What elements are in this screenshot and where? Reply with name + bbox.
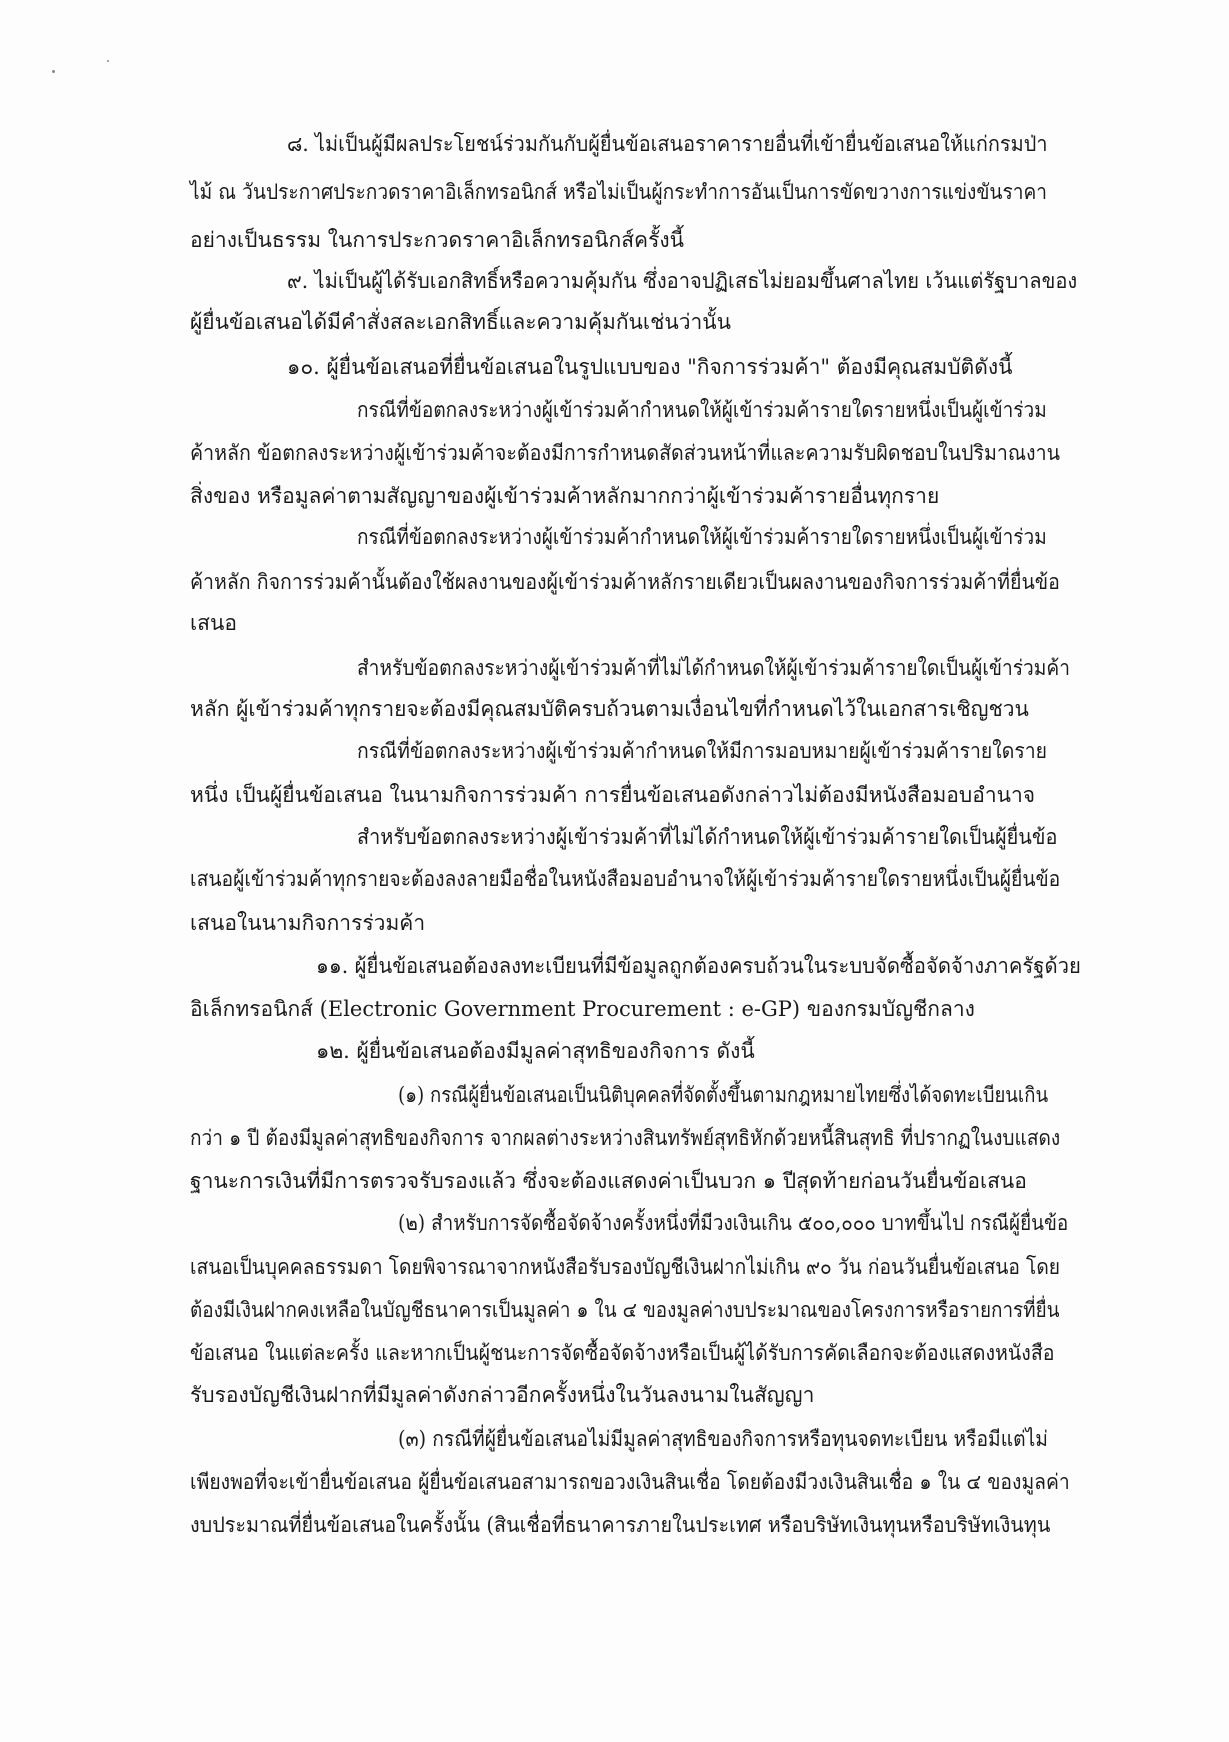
text-line: กรณีที่ข้อตกลงระหว่างผู้เข้าร่วมค้ากำหนดให้ผู้เข้าร่วมค้ารายใดรายหนึ่งเป็นผู้เข้าร่วม (357, 398, 1047, 422)
text-line: กว่า ๑ ปี ต้องมีมูลค่าสุทธิของกิจการ จากผลต่างระหว่างสินทรัพย์สุทธิหักด้วยหนี้สินสุทธิ ที่ปรากฏในงบแสดง (190, 1126, 1061, 1150)
text-line: ๑๒. ผู้ยื่นข้อเสนอต้องมีมูลค่าสุทธิของกิจการ ดังนี้ (316, 1039, 755, 1063)
text-line: ไม้ ณ วันประกาศประกวดราคาอิเล็กทรอนิกส์ หรือไม่เป็นผู้กระทำการอันเป็นการขัดขวางการแข่งขันราคา (190, 180, 1048, 204)
text-line: กรณีที่ข้อตกลงระหว่างผู้เข้าร่วมค้ากำหนดให้มีการมอบหมายผู้เข้าร่วมค้ารายใดราย (357, 739, 1048, 763)
text-line: ค้าหลัก ข้อตกลงระหว่างผู้เข้าร่วมค้าจะต้องมีการกำหนดสัดส่วนหน้าที่และความรับผิดชอบในปริมาณงาน (190, 441, 1060, 465)
scan-speck (107, 60, 109, 62)
scan-speck (52, 70, 55, 73)
text-line: เสนอผู้เข้าร่วมค้าทุกรายจะต้องลงลายมือชื่อในหนังสือมอบอำนาจให้ผู้เข้าร่วมค้ารายใดรายหนึ่งเป็นผู้ยื่นข้อ (190, 867, 1061, 891)
text-line: ผู้ยื่นข้อเสนอได้มีคำสั่งสละเอกสิทธิ์และความคุ้มกันเช่นว่านั้น (190, 310, 731, 334)
text-line: อย่างเป็นธรรม ในการประกวดราคาอิเล็กทรอนิกส์ครั้งนี้ (190, 228, 684, 252)
text-line: เสนอ (190, 611, 237, 635)
text-line: อิเล็กทรอนิกส์ (Electronic Government Procurement : e-GP) ของกรมบัญชีกลาง (190, 997, 975, 1021)
text-line: ค้าหลัก กิจการร่วมค้านั้นต้องใช้ผลงานของผู้เข้าร่วมค้าหลักรายเดียวเป็นผลงานของกิจการร่วมค้าที่ยื่นข้อ (190, 570, 1060, 594)
text-line: (๒) สำหรับการจัดซื้อจัดจ้างครั้งหนึ่งที่มีวงเงินเกิน ๕๐๐,๐๐๐ บาทขึ้นไป กรณีผู้ยื่นข้อ (398, 1211, 1069, 1235)
text-line: (๑) กรณีผู้ยื่นข้อเสนอเป็นนิติบุคคลที่จัดตั้งขึ้นตามกฎหมายไทยซึ่งได้จดทะเบียนเกิน (398, 1083, 1049, 1107)
text-line: หลัก ผู้เข้าร่วมค้าทุกรายจะต้องมีคุณสมบัติครบถ้วนตามเงื่อนไขที่กำหนดไว้ในเอกสารเชิญชวน (190, 697, 1029, 721)
text-line: (๓) กรณีที่ผู้ยื่นข้อเสนอไม่มีมูลค่าสุทธิของกิจการหรือทุนจดทะเบียน หรือมีแต่ไม่ (398, 1427, 1048, 1451)
text-line: ๙. ไม่เป็นผู้ได้รับเอกสิทธิ์หรือความคุ้มกัน ซึ่งอาจปฏิเสธไม่ยอมขึ้นศาลไทย เว้นแต่รัฐบาลของ (287, 269, 1078, 293)
text-line: สำหรับข้อตกลงระหว่างผู้เข้าร่วมค้าที่ไม่ได้กำหนดให้ผู้เข้าร่วมค้ารายใดเป็นผู้ยื่นข้อ (357, 825, 1058, 849)
text-line: ต้องมีเงินฝากคงเหลือในบัญชีธนาคารเป็นมูลค่า ๑ ใน ๔ ของมูลค่างบประมาณของโครงการหรือรายการที่ยื่น (190, 1298, 1060, 1322)
text-line: สำหรับข้อตกลงระหว่างผู้เข้าร่วมค้าที่ไม่ได้กำหนดให้ผู้เข้าร่วมค้ารายใดเป็นผู้เข้าร่วมค้า (357, 656, 1070, 680)
text-line: เสนอในนามกิจการร่วมค้า (190, 911, 426, 935)
text-line: หนึ่ง เป็นผู้ยื่นข้อเสนอ ในนามกิจการร่วมค้า การยื่นข้อเสนอดังกล่าวไม่ต้องมีหนังสือมอบอำนาจ (190, 783, 1036, 807)
text-line: เพียงพอที่จะเข้ายื่นข้อเสนอ ผู้ยื่นข้อเสนอสามารถขอวงเงินสินเชื่อ โดยต้องมีวงเงินสินเชื่อ ๑ ใน ๔ ของมูลค่า (190, 1470, 1070, 1494)
text-line: ข้อเสนอ ในแต่ละครั้ง และหากเป็นผู้ชนะการจัดซื้อจัดจ้างหรือเป็นผู้ได้รับการคัดเลือกจะต้องแสดงหนังสือ (190, 1341, 1055, 1365)
text-line: สิ่งของ หรือมูลค่าตามสัญญาของผู้เข้าร่วมค้าหลักมากกว่าผู้เข้าร่วมค้ารายอื่นทุกราย (190, 484, 940, 508)
text-line: ๘. ไม่เป็นผู้มีผลประโยชน์ร่วมกันกับผู้ยื่นข้อเสนอราคารายอื่นที่เข้ายื่นข้อเสนอให้แก่กรมป่า (287, 132, 1048, 156)
text-line: ฐานะการเงินที่มีการตรวจรับรองแล้ว ซึ่งจะต้องแสดงค่าเป็นบวก ๑ ปีสุดท้ายก่อนวันยื่นข้อเสนอ (190, 1169, 1027, 1193)
text-line: งบประมาณที่ยื่นข้อเสนอในครั้งนั้น (สินเชื่อที่ธนาคารภายในประเทศ หรือบริษัทเงินทุนหรือบริษัทเงินทุน (190, 1513, 1051, 1537)
text-line: กรณีที่ข้อตกลงระหว่างผู้เข้าร่วมค้ากำหนดให้ผู้เข้าร่วมค้ารายใดรายหนึ่งเป็นผู้เข้าร่วม (357, 525, 1047, 549)
text-line: รับรองบัญชีเงินฝากที่มีมูลค่าดังกล่าวอีกครั้งหนึ่งในวันลงนามในสัญญา (190, 1383, 815, 1407)
text-line: ๑๑. ผู้ยื่นข้อเสนอต้องลงทะเบียนที่มีข้อมูลถูกต้องครบถ้วนในระบบจัดซื้อจัดจ้างภาครัฐด้วย (316, 954, 1081, 978)
text-line: เสนอเป็นบุคคลธรรมดา โดยพิจารณาจากหนังสือรับรองบัญชีเงินฝากไม่เกิน ๙๐ วัน ก่อนวันยื่นข้อเสนอ โดย (190, 1255, 1061, 1279)
text-line: ๑๐. ผู้ยื่นข้อเสนอที่ยื่นข้อเสนอในรูปแบบของ "กิจการร่วมค้า" ต้องมีคุณสมบัติดังนี้ (287, 355, 1013, 379)
